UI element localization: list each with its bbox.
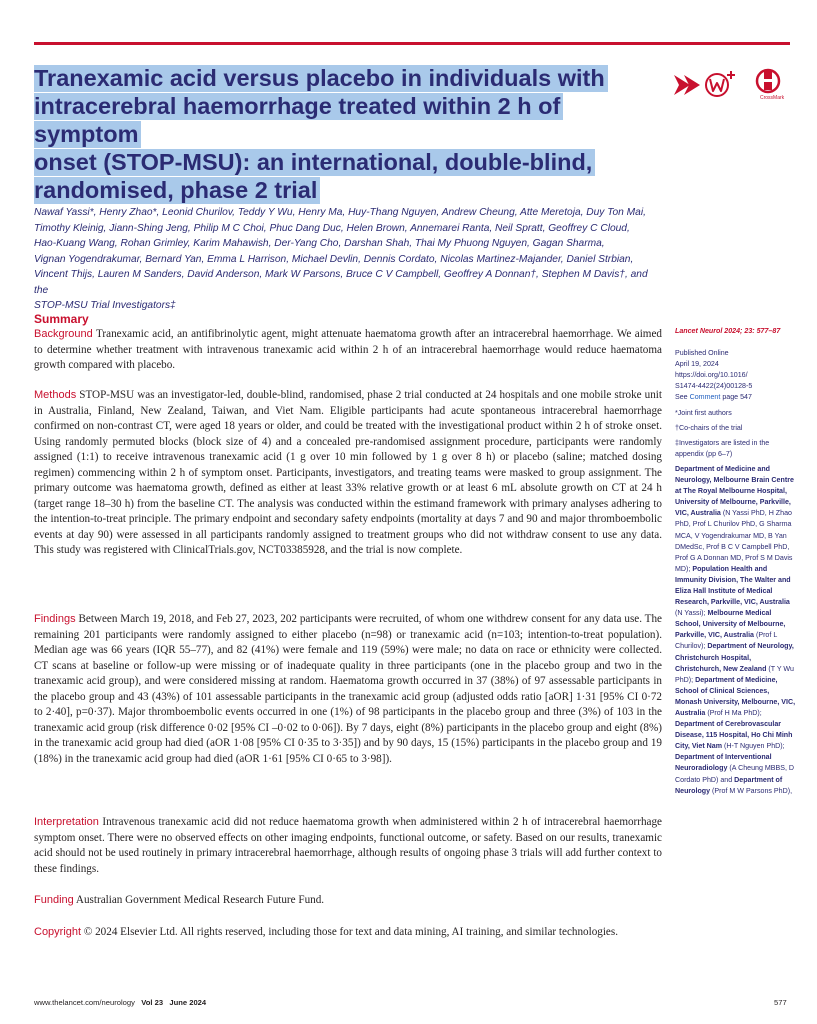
joint-authors-note: *Joint first authors: [675, 408, 732, 417]
see-comment: [675, 392, 797, 403]
findings-paragraph: [34, 612, 662, 767]
affiliation: Department of Medicine, School of Clinical Sciences, Monash University, Melbourne, VIC, Australia: [675, 675, 796, 717]
methods-paragraph: [34, 388, 662, 559]
footer-url[interactable]: www.thelancet.com/neurology: [34, 998, 135, 1007]
background-text: Tranexamic acid, an antifibrinolytic agent, might attenuate haematoma growth after an intracerebral haemorrhage. We aimed to determine whether treatment with intravenous tranexamic acid within 2 h of an intracerebral haemorrhage would reduce haematoma growth compared with placebo.: [34, 328, 662, 372]
title-line: onset (STOP-MSU): an international, double-blind,: [34, 149, 595, 176]
affiliation-authors: (Prof M W Parsons PhD),: [710, 786, 793, 795]
sidebar: [675, 326, 797, 797]
interpretation-text: Intravenous tranexamic acid did not reduce haematoma growth when administered within 2 h of intracerebral haemorrhage symptom onset. There were no observed effects on other imaging endpoints, functional outcome, or safety. Based on our results, tranexamic acid should not be used routinely in primary intracerebral haemorrhage, although results of ongoing phase 3 trials will add further context to these findings.: [34, 816, 662, 875]
background-paragraph: [34, 327, 662, 374]
footer-volume: Vol 23: [141, 998, 164, 1007]
title-line: Tranexamic acid versus placebo in individuals with: [34, 65, 608, 92]
methods-text: STOP-MSU was an investigator-led, double-blind, randomised, phase 2 trial conducted at 24 hospitals and one mobile stroke unit in Australia, Finland, New Zealand, Taiwan, and Viet Nam. Eligible participants had acute spontaneous intracerebral haemorrhage confirmed on non-contrast CT, were aged 18 years or older, and could be treated with the investigational product within 2 h of stroke onset. Using randomly permuted blocks (block size of 4) and a concealed pre-randomised assignment procedure, participants were randomly assigned (1:1) to receive intravenous tranexamic acid (1 g over 10 min followed by 1 g over 8 h) or placebo (saline; matched dosing regimen) commencing within 2 h of symptom onset. Participants, investigators, and treating teams were masked to group assignment. The primary outcome was haematoma growth, defined as either at least 33% relative growth or at least 6 mL absolute growth on CT at 24 h (target range 18–30 h) from the baseline CT. The analysis was conducted within the estimand framework with primary analyses adhering to the intention-to-treat principle. The primary endpoint and secondary safety endpoints (mortality at days 7 and 90 and major thromboembolic events at day 90) were assessed in all participants randomly assigned to treatment groups who did not withdraw consent to use any data. This study was registered with ClinicalTrials.gov, NCT03385928, and the trial is now complete.: [34, 389, 662, 557]
interpretation-label: Interpretation: [34, 816, 99, 828]
affiliation-authors: (N Yassi);: [675, 609, 708, 618]
published-date: April 19, 2024: [675, 360, 719, 369]
footer-journal: [34, 998, 206, 1007]
funding-text: Australian Government Medical Research Future Fund.: [73, 894, 325, 906]
affiliation: Department of Cerebrovascular Disease, 115 Hospital, Ho Chi Minh City, Viet Nam: [675, 720, 793, 751]
summary-heading: Summary: [34, 312, 89, 326]
affiliation-authors: (Prof H Ma PhD);: [705, 709, 762, 717]
affiliation-authors: (T Y Wu PhD);: [675, 664, 794, 684]
author-line: Timothy Kleinig, Jiann-Shing Jeng, Philip M C Choi, Phuc Dang Duc, Helen Brown, Annemarei Ranta, Neil Spratt, Geoffrey C Cloud,: [34, 222, 630, 234]
doi-link[interactable]: S1474-4422(24)00128-5: [675, 382, 753, 391]
top-rule: [34, 42, 790, 45]
author-line: Nawaf Yassi*, Henry Zhao*, Leonid Churilov, Teddy Y Wu, Henry Ma, Huy-Thang Nguyen, Andrew Cheung, Atte Meretoja, Duy Ton Mai,: [34, 207, 646, 218]
comment-link[interactable]: Comment: [689, 393, 721, 402]
background-label: Background: [34, 328, 93, 340]
crossmark-label: CrossMark: [760, 95, 785, 101]
methods-label: Methods: [34, 389, 77, 401]
journal-citation: Lancet Neurol 2024; 23: 577–87: [675, 327, 781, 335]
title-line: randomised, phase 2 trial: [34, 177, 320, 204]
author-line: Vincent Thijs, Lauren M Sanders, David Anderson, Mark W Parsons, Bruce C V Campbell, Geoffrey A Donnan†, Stephen M Davis†, and the: [34, 269, 648, 296]
affiliation-authors: (A Cheung MBBS, D Cordato PhD) and: [675, 764, 795, 784]
published-online-label: Published Online: [675, 349, 729, 358]
affiliation-authors: (H-T Nguyen PhD);: [722, 742, 785, 751]
findings-label: Findings: [34, 613, 76, 625]
affiliation: Department of Medicine and Neurology, Melbourne Brain Centre at The Royal Melbourne Hospital, University of Melbourne, Parkville, VIC, Australia: [675, 464, 794, 518]
article-title: [34, 64, 644, 204]
doi-link[interactable]: https://doi.org/10.1016/: [675, 371, 748, 380]
affiliation: Population Health and Immunity Division, The Walter and Eliza Hall Institute of Medical Research, Parkville, VIC, Australia: [675, 564, 791, 607]
title-line: intracerebral haemorrhage treated within 2 h of symptom: [34, 93, 563, 148]
publisher-logos: [672, 67, 790, 107]
copyright-text: © 2024 Elsevier Ltd. All rights reserved, including those for text and data mining, AI training, and similar technologies.: [81, 926, 618, 938]
investigators-note: ‡Investigators are listed in the appendix (pp 6–7): [675, 438, 770, 458]
affiliation-authors: (N Yassi PhD, H Zhao PhD, Prof L Churilov PhD, G Sharma MCA, V Yogendrakumar MD, B Yan DMedSc, Prof B C V Campbell PhD, Prof G A Donnan MD, Prof S M Davis MD);: [675, 509, 793, 573]
see-suffix: page 547: [720, 393, 752, 402]
affiliation: Melbourne Medical School, University of Melbourne, Parkville, VIC, Australia: [675, 609, 786, 640]
author-list: [34, 205, 654, 314]
cochairs-note: †Co-chairs of the trial: [675, 423, 743, 432]
page-number: 577: [774, 998, 787, 1007]
affiliation: Department of Neurology, Christchurch Hospital, Christchurch, New Zealand: [675, 642, 794, 673]
affiliation: Department of Interventional Neuroradiology: [675, 753, 772, 773]
affiliation: Department of Neurology: [675, 775, 783, 795]
funding-paragraph: [34, 893, 662, 909]
footer-date: June 2024: [169, 998, 207, 1007]
funding-label: Funding: [34, 894, 74, 906]
w-plus-icon[interactable]: [706, 71, 735, 96]
author-line: Vignan Yogendrakumar, Bernard Yan, Emma L Harrison, Michael Devlin, Dennis Cordato, Nicolas Martinez-Majander, Daniel Strbian,: [34, 253, 634, 265]
findings-text: Between March 19, 2018, and Feb 27, 2023, 202 participants were recruited, of whom one withdrew consent for any data use. The remaining 201 participants were randomly assigned to either placebo (n=98) or tranexamic acid (n=103; intention-to-treat population). Median age was 66 years (IQR 55–77), and 82 (41%) were female and 119 (59%) were male; no data on race or ethnicity were collected. CT scans at baseline or follow-up were missing or of inadequate quality in three participants (one in the placebo group and two in the tranexamic acid group), and were considered missing at random. Haematoma growth occurred in 37 (38%) of 97 assessable participants in the placebo group and 43 (43%) of 101 assessable participants in the tranexamic acid group (adjusted odds ratio [aOR] 1·31 [95% CI 0·72 to 2·40], p=0·37). Major thromboembolic events occurred in one (1%) of 98 participants in the placebo group and three (3%) of 103 in the tranexamic acid group (risk difference 0·02 [95% CI –0·02 to 0·06]). By 7 days, eight (8%) participants in the placebo group and eight (8%) in the tranexamic acid group had died (aOR 1·08 [95% CI 0·35 to 3·35]) and by 90 days, 15 (15%) participants in the placebo group and 19 (18%) in the tranexamic acid group had died (aOR 1·61 [95% CI 0·65 to 3·98]).: [34, 613, 662, 765]
copyright-label: Copyright: [34, 926, 82, 938]
arrow-icon: [674, 75, 700, 95]
author-line: STOP-MSU Trial Investigators‡: [34, 300, 176, 311]
author-line: Hao-Kuang Wang, Rohan Grimley, Karim Mahawish, Der-Yang Cho, Darshan Shah, Thai My Phuong Nguyen, Gagan Sharma,: [34, 238, 605, 249]
affiliations: [675, 464, 797, 797]
crossmark-icon[interactable]: [757, 70, 779, 92]
copyright-paragraph: [34, 925, 662, 941]
interpretation-paragraph: [34, 815, 662, 877]
affiliation-authors: (Prof L Churilov);: [675, 631, 777, 651]
see-prefix: See: [675, 393, 690, 402]
